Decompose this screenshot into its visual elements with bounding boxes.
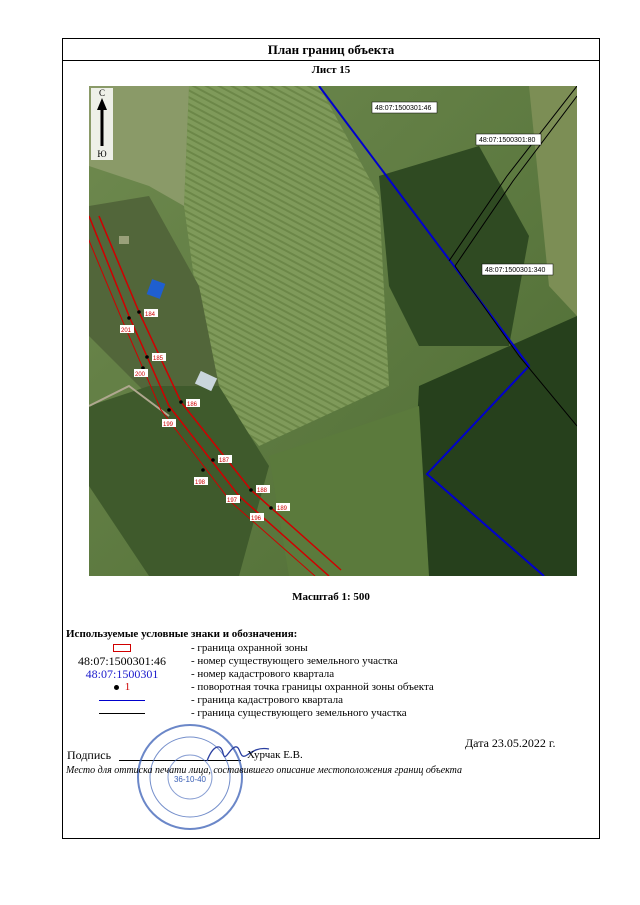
- point-label-197: 197: [227, 498, 238, 504]
- map-canvas: [89, 86, 577, 576]
- parcel-label-80: [476, 134, 541, 145]
- building-small: [119, 236, 129, 244]
- point-label-185: 185: [153, 356, 164, 362]
- turning-point-201: [127, 316, 131, 320]
- point-label-199: 199: [163, 422, 174, 428]
- quarter-line-icon: [99, 700, 145, 701]
- point-label-201: 201: [121, 328, 132, 334]
- document-sheet: План границ объекта Лист 15 С Ю 48:07:1500301:46 48:07:1500301:80 48:07:1500301:340 184 201 185 200 186 199 187 198 188 197 189 196 Масштаб 1: 500 Используемые условные знаки и обозначения: - граница охранной зоны 48:07:1500301:46 - номер существующего земельного участка 48:07:1500301 - номер кадастрового квартала 1 - поворотная точка границы охранной зоны объекта - граница кадастрового квартала - граница существующего земельного участка Дата 23.05.2022 г. Подпись 36-10-40 Хурчак Е.В. Место для оттиска печати лица, составившего описание местоположения границ объекта: [62, 38, 600, 839]
- stamp-place-note: Место для оттиска печати лица, составившего описание местоположения границ объекта: [66, 765, 463, 776]
- legend-title: Используемые условные знаки и обозначения:: [66, 628, 298, 640]
- turning-point-187: [211, 458, 215, 462]
- svg-text:48:07:1500301:46: 48:07:1500301:46: [375, 105, 432, 112]
- page-title: План границ объекта: [63, 39, 599, 61]
- signer-name: Хурчак Е.В.: [247, 749, 303, 761]
- satellite-map[interactable]: [89, 86, 577, 576]
- signature-label: Подпись: [67, 748, 112, 762]
- point-label-184: 184: [145, 312, 156, 318]
- turning-point-199: [167, 408, 171, 412]
- north-label: С: [98, 88, 106, 98]
- parcel-line-icon: [99, 713, 145, 714]
- point-label-189: 189: [277, 506, 288, 512]
- point-label-200: 200: [135, 372, 146, 378]
- sheet-number: Лист 15: [311, 64, 351, 76]
- parcel-label-46: [372, 102, 437, 113]
- turning-point-186: [179, 400, 183, 404]
- svg-text:48:07:1500301:80: 48:07:1500301:80: [479, 137, 536, 144]
- turning-point-188: [249, 488, 253, 492]
- document-date: Дата 23.05.2022 г.: [465, 736, 556, 750]
- stamp-number: 36-10-40: [173, 775, 207, 784]
- north-arrow-icon: [91, 88, 113, 160]
- point-label-196: 196: [251, 516, 262, 522]
- turning-point-icon: [114, 685, 119, 690]
- point-label-187: 187: [219, 458, 230, 464]
- turning-point-189: [269, 506, 273, 510]
- turning-point-184: [137, 310, 141, 314]
- turning-point-198: [201, 468, 205, 472]
- point-label-198: 198: [195, 480, 206, 486]
- south-label: Ю: [97, 149, 107, 159]
- svg-text:48:07:1500301:340: 48:07:1500301:340: [485, 267, 546, 274]
- parcel-label-340: [482, 264, 553, 275]
- turning-point-185: [145, 355, 149, 359]
- point-label-188: 188: [257, 488, 268, 494]
- map-scale: Масштаб 1: 500: [292, 591, 370, 603]
- zone-symbol-icon: [113, 644, 131, 652]
- point-label-186: 186: [187, 402, 198, 408]
